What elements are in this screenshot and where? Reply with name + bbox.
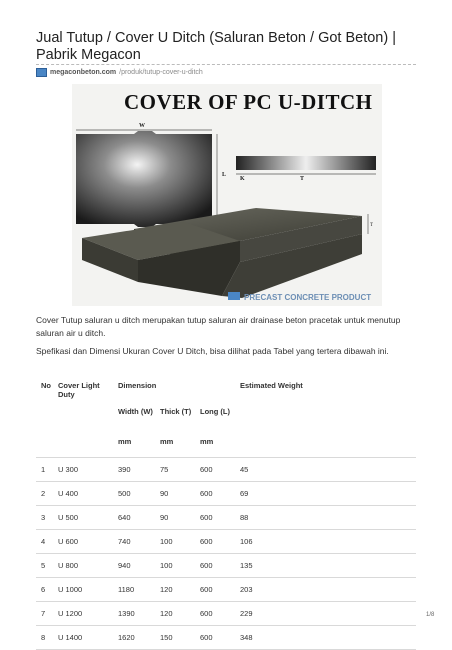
unit-thick: mm bbox=[160, 437, 174, 446]
side-view-slab bbox=[236, 156, 376, 170]
cell-weight: 106 bbox=[240, 536, 253, 546]
site-favicon-icon bbox=[36, 68, 47, 77]
cell-long: 600 bbox=[200, 632, 213, 642]
cell-long: 600 bbox=[200, 464, 213, 474]
header-weight: Estimated Weight bbox=[240, 381, 303, 390]
cell-long: 600 bbox=[200, 560, 213, 570]
cell-width: 940 bbox=[118, 560, 131, 570]
header-cover: Cover Light Duty bbox=[58, 381, 100, 399]
label-t-small: T bbox=[370, 223, 374, 228]
paragraph-intro: Cover Tutup saluran u ditch merupakan tutup saluran air drainase beton pracetak untuk menutup saluran air u ditch. bbox=[36, 315, 401, 338]
cell-width: 500 bbox=[118, 488, 131, 498]
label-k: K bbox=[240, 176, 245, 182]
table-row bbox=[36, 529, 416, 553]
cell-weight: 229 bbox=[240, 608, 253, 618]
cell-no: 4 bbox=[41, 536, 46, 546]
cell-thick: 90 bbox=[160, 512, 169, 522]
cell-long: 600 bbox=[200, 512, 213, 522]
spec-table bbox=[36, 381, 416, 650]
paragraph-spec: Spefikasi dan Dimensi Ukuran Cover U Ditch, bisa dilihat pada Tabel yang tertera dibawah ini. bbox=[36, 346, 389, 356]
watermark-logo-icon bbox=[228, 292, 240, 300]
figure-heading: COVER OF PC U-DITCH bbox=[124, 90, 373, 114]
cell-no: 3 bbox=[41, 512, 46, 522]
cell-no: 2 bbox=[41, 488, 46, 498]
cell-cover: U 300 bbox=[58, 464, 79, 474]
unit-width: mm bbox=[118, 437, 132, 446]
plan-view-slab bbox=[76, 131, 212, 227]
cell-width: 1390 bbox=[118, 608, 135, 618]
watermark-text: PRECAST CONCRETE PRODUCT bbox=[244, 293, 372, 302]
cell-cover: U 400 bbox=[58, 488, 79, 498]
cell-thick: 100 bbox=[160, 536, 173, 546]
cell-weight: 203 bbox=[240, 584, 253, 594]
header-dimension: Dimension bbox=[118, 381, 157, 390]
cell-no: 6 bbox=[41, 584, 46, 594]
product-figure bbox=[72, 84, 382, 306]
cell-cover: U 500 bbox=[58, 512, 79, 522]
cell-width: 640 bbox=[118, 512, 131, 522]
label-w: W bbox=[139, 123, 145, 129]
cell-weight: 69 bbox=[240, 488, 249, 498]
cell-width: 1180 bbox=[118, 584, 135, 594]
cell-thick: 120 bbox=[160, 608, 173, 618]
page-title: Jual Tutup / Cover U Ditch (Saluran Beton / Got Beton) | Pabrik Megacon bbox=[36, 30, 396, 63]
cell-cover: U 800 bbox=[58, 560, 79, 570]
table-row bbox=[36, 553, 416, 577]
title-divider bbox=[36, 64, 416, 65]
table-row bbox=[36, 481, 416, 505]
cell-no: 5 bbox=[41, 560, 46, 570]
cell-no: 8 bbox=[41, 632, 46, 642]
cell-cover: U 600 bbox=[58, 536, 79, 546]
cell-long: 600 bbox=[200, 584, 213, 594]
unit-long: mm bbox=[200, 437, 214, 446]
header-thick: Thick (T) bbox=[160, 407, 192, 416]
label-l: L bbox=[222, 172, 227, 178]
label-t: T bbox=[300, 176, 305, 182]
cell-long: 600 bbox=[200, 536, 213, 546]
page-number: 1/8 bbox=[426, 612, 435, 618]
cell-thick: 120 bbox=[160, 584, 173, 594]
source-domain: megaconbeton.com bbox=[50, 69, 117, 76]
product-drawing bbox=[72, 84, 382, 306]
header-no: No bbox=[41, 381, 51, 390]
table-row bbox=[36, 577, 416, 601]
table-row bbox=[36, 457, 416, 481]
table-row bbox=[36, 601, 416, 625]
cell-no: 7 bbox=[41, 608, 46, 618]
spec-table-body bbox=[36, 457, 416, 649]
source-link[interactable] bbox=[36, 68, 203, 77]
cell-cover: U 1400 bbox=[58, 632, 83, 642]
cell-weight: 88 bbox=[240, 512, 249, 522]
cell-thick: 150 bbox=[160, 632, 173, 642]
cell-weight: 45 bbox=[240, 464, 249, 474]
cell-long: 600 bbox=[200, 488, 213, 498]
cell-cover: U 1200 bbox=[58, 608, 83, 618]
header-long: Long (L) bbox=[200, 407, 230, 416]
cell-long: 600 bbox=[200, 608, 213, 618]
cell-weight: 135 bbox=[240, 560, 253, 570]
cell-cover: U 1000 bbox=[58, 584, 83, 594]
table-row bbox=[36, 505, 416, 529]
cell-no: 1 bbox=[41, 464, 46, 474]
source-path: /produk/tutup-cover-u-ditch bbox=[119, 69, 203, 76]
cell-weight: 348 bbox=[240, 632, 253, 642]
cell-width: 740 bbox=[118, 536, 131, 546]
cell-width: 390 bbox=[118, 464, 131, 474]
cell-thick: 90 bbox=[160, 488, 169, 498]
cell-thick: 100 bbox=[160, 560, 173, 570]
table-row bbox=[36, 625, 416, 649]
header-width: Width (W) bbox=[118, 407, 153, 416]
cell-thick: 75 bbox=[160, 464, 169, 474]
cell-width: 1620 bbox=[118, 632, 135, 642]
